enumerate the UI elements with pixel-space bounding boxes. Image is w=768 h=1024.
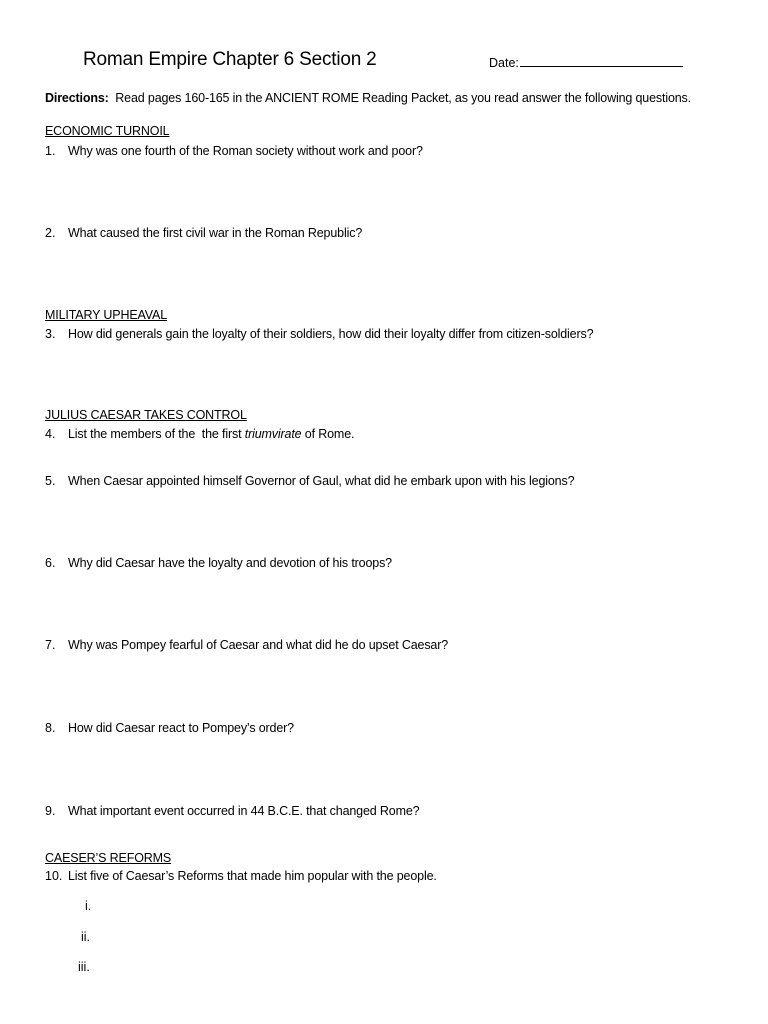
directions — [45, 91, 691, 105]
question-text: What caused the first civil war in the Roman Republic? — [68, 226, 363, 240]
answer-item-number: ii. — [81, 930, 91, 944]
directions-label: Directions: — [45, 91, 109, 105]
page-title: Roman Empire Chapter 6 Section 2 — [83, 49, 377, 70]
question-text: Why was Pompey fearful of Caesar and what did he do upset Caesar? — [68, 638, 449, 652]
question-text: How did generals gain the loyalty of their soldiers, how did their loyalty differ from citizen-soldiers? — [68, 327, 594, 341]
question-number: 8. — [45, 721, 56, 735]
question-number: 2. — [45, 226, 56, 240]
question-number: 10. — [45, 869, 63, 883]
question-text-italic: triumvirate — [244, 427, 302, 441]
question-text: Why did Caesar have the loyalty and devotion of his troops? — [68, 556, 392, 570]
question-number: 7. — [45, 638, 56, 652]
question-text: Why was one fourth of the Roman society without work and poor? — [68, 144, 423, 158]
question-number: 3. — [45, 327, 56, 341]
question-text — [68, 427, 354, 441]
question-number: 1. — [45, 144, 56, 158]
section-heading-military: MILITARY UPHEAVAL — [45, 308, 168, 322]
question-text-part: List the members of the the first — [68, 427, 245, 441]
section-heading-economic: ECONOMIC TURNOIL — [45, 124, 170, 138]
question-text-part: of Rome. — [301, 427, 355, 441]
directions-text: Read pages 160-165 in the ANCIENT ROME Reading Packet, as you read answer the following questions. — [115, 91, 691, 105]
question-number: 4. — [45, 427, 56, 441]
question-text: When Caesar appointed himself Governor of Gaul, what did he embark upon with his legions? — [68, 474, 575, 488]
answer-item-number: iii. — [78, 960, 90, 974]
question-number: 5. — [45, 474, 56, 488]
section-heading-reforms: CAESER’S REFORMS — [45, 851, 172, 865]
question-number: 9. — [45, 804, 56, 818]
question-number: 6. — [45, 556, 56, 570]
date-field — [489, 54, 683, 70]
section-heading-caesar-control: JULIUS CAESAR TAKES CONTROL — [45, 408, 247, 422]
date-blank-line[interactable] — [520, 54, 683, 67]
question-text: List five of Caesar’s Reforms that made him popular with the people. — [68, 869, 437, 883]
answer-item-number: i. — [85, 899, 92, 913]
question-text: How did Caesar react to Pompey’s order? — [68, 721, 294, 735]
question-text: What important event occurred in 44 B.C.E. that changed Rome? — [68, 804, 420, 818]
date-label: Date: — [489, 56, 519, 70]
